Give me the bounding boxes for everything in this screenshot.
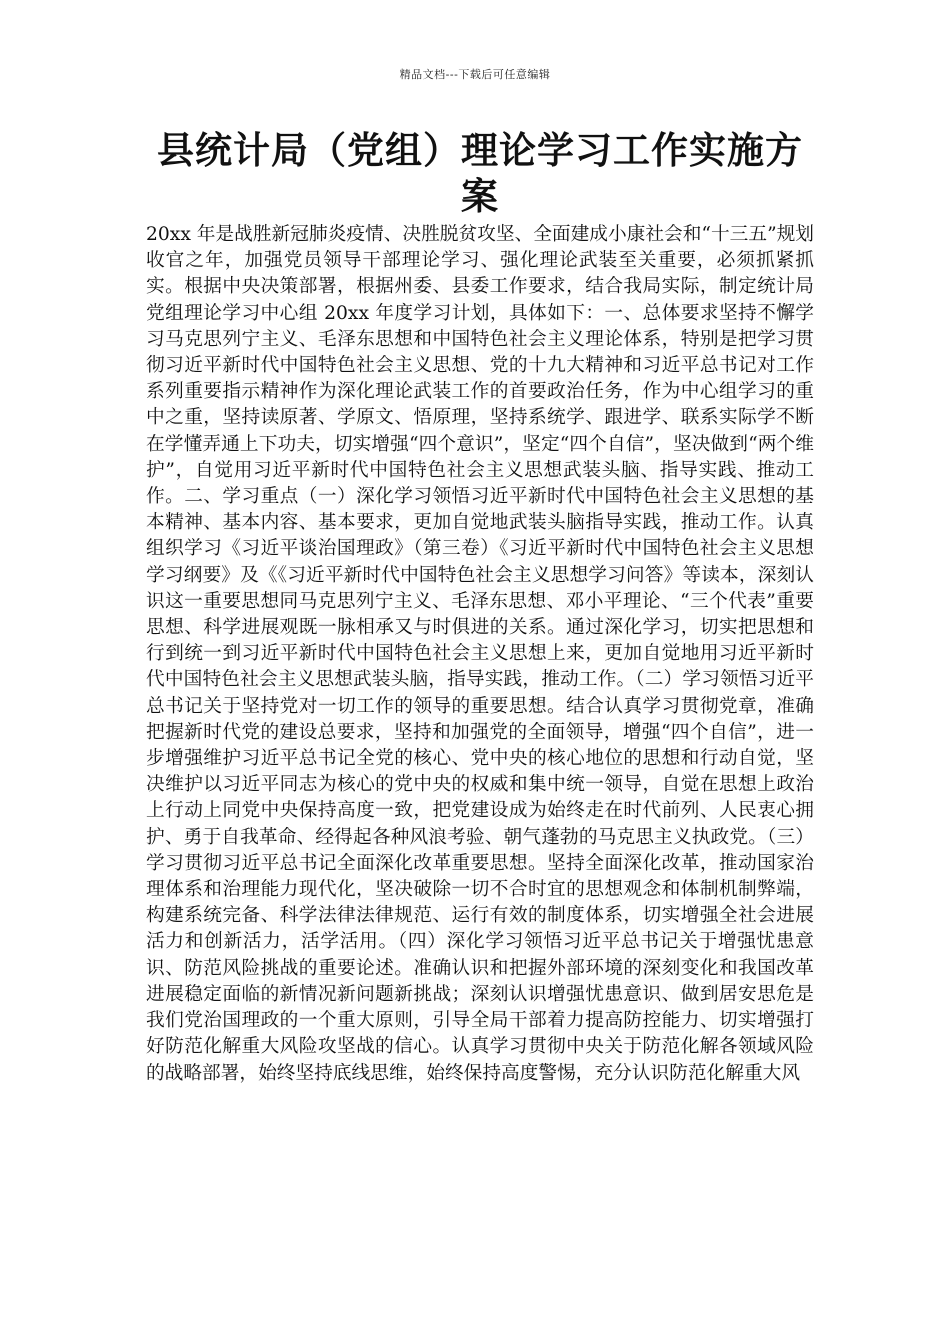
document-body: 20xx 年是战胜新冠肺炎疫情、决胜脱贫攻坚、全面建成小康社会和“十三五”规划收官之年，加强党员领导干部理论学习、强化理论武装至关重要，必须抓紧抓实。根据中央决策部署，根据州委、县委工作要求，结合我局实际，制定统计局党组理论学习中心组 20xx 年度学习计划，具体如下：一、总体要求坚持不懈学习马克思列宁主义、毛泽东思想和中国特色社会主义理论体系，特别是把学习贯彻习近平新时代中国特色社会主义思想、党的十九大精神和习近平总书记对工作系列重要指示精神作为深化理论武装工作的首要政治任务，作为中心组学习的重中之重，坚持读原著、学原文、悟原理，坚持系统学、跟进学、联系实际学不断在学懂弄通上下功夫，切实增强“四个意识”，坚定“四个自信”，坚决做到“两个维护”，自觉用习近平新时代中国特色社会主义思想武装头脑、指导实践、推动工作。二、学习重点（一）深化学习领悟习近平新时代中国特色社会主义思想的基本精神、基本内容、基本要求，更加自觉地武装头脑指导实践，推动工作。认真组织学习《习近平谈治国理政》（第三卷）《习近平新时代中国特色社会主义思想学习纲要》及《《习近平新时代中国特色社会主义思想学习问答》等读本，深刻认识这一重要思想同马克思列宁主义、毛泽东思想、邓小平理论、“三个代表”重要思想、科学进展观既一脉相承又与时俱进的关系。通过深化学习，切实把思想和行到统一到习近平新时代中国特色社会主义思想上来，更加自觉地用习近平新时代中国特色社会主义思想武装头脑，指导实践，推动工作。（二）学习领悟习近平总书记关于坚持党对一切工作的领导的重要思想。结合认真学习贯彻党章，准确把握新时代党的建设总要求，坚持和加强党的全面领导，增强“四个自信”，进一步增强维护习近平总书记全党的核心、党中央的核心地位的思想和行动自觉，坚决维护以习近平同志为核心的党中央的权威和集中统一领导，自觉在思想上政治上行动上同党中央保持高度一致，把党建设成为始终走在时代前列、人民衷心拥护、勇于自我革命、经得起各种风浪考验、朝气蓬勃的马克思主义执政党。（三）学习贯彻习近平总书记全面深化改革重要思想。坚持全面深化改革，推动国家治理体系和治理能力现代化，坚决破除一切不合时宜的思想观念和体制机制弊端，构建系统完备、科学法律法律规范、运行有效的制度体系，切实增强全社会进展活力和创新活力，活学活用。（四）深化学习领悟习近平总书记关于增强忧患意识、防范风险挑战的重要论述。准确认识和把握外部环境的深刻变化和我国改革进展稳定面临的新情况新问题新挑战；深刻认识增强忧患意识、做到居安思危是我们党治国理政的一个重大原则，引导全局干部着力提高防控能力、切实增强打好防范化解重大风险攻坚战的信心。认真学习贯彻中央关于防范化解各领域风险的战略部署，始终坚持底线思维，始终保持高度警惕，充分认识防范化解重大风 bbox=[146, 224, 814, 1084]
page-header: 精品文档---下载后可任意编辑 bbox=[399, 68, 551, 81]
document-title: 县统计局（党组）理论学习工作实施方案 bbox=[157, 129, 803, 218]
